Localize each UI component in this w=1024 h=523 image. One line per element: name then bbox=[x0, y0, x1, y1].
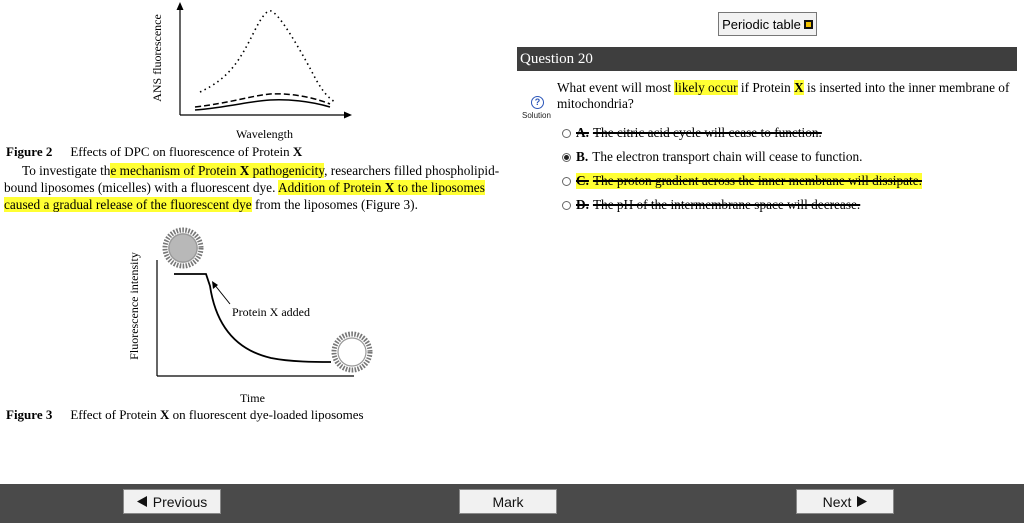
radio-button-selected[interactable] bbox=[562, 153, 571, 162]
radio-button[interactable] bbox=[562, 177, 571, 186]
triangle-right-icon bbox=[857, 496, 867, 507]
next-button[interactable] bbox=[796, 489, 894, 514]
liposome-empty-icon bbox=[334, 334, 370, 370]
fig3-x-axis-label: Time bbox=[240, 391, 265, 405]
periodic-table-button[interactable] bbox=[718, 12, 817, 36]
highlighted-text: to the liposomes caused a gradual release of the fluorescent dye bbox=[4, 180, 485, 212]
figure-2-caption-bold: X bbox=[292, 144, 303, 159]
next-label: Next bbox=[822, 493, 852, 510]
bottom-navigation-bar bbox=[0, 484, 1024, 523]
figure-3-caption-bold: X bbox=[160, 407, 170, 422]
question-text: is inserted into the inner membrane of mitochondria? bbox=[557, 80, 1010, 111]
fig2-x-arrowhead bbox=[344, 112, 352, 119]
choice-text: The electron transport chain will cease to function. bbox=[592, 149, 863, 164]
passage-text: To investigate th bbox=[22, 163, 111, 178]
highlighted-bold-text: X bbox=[794, 80, 804, 95]
fig3-y-axis-label: Fluorescence intensity bbox=[127, 252, 141, 360]
liposome-filled-icon bbox=[165, 230, 201, 266]
figure-3-caption-text-end: on fluorescent dye-loaded liposomes bbox=[169, 407, 364, 422]
periodic-table-icon bbox=[804, 20, 813, 29]
figure-2-number: Figure 2 bbox=[6, 144, 53, 159]
question-header: Question 20 bbox=[517, 47, 1017, 71]
fig2-dotted-curve bbox=[200, 11, 335, 102]
periodic-table-label: Periodic table bbox=[722, 16, 801, 32]
figure-3-chart bbox=[126, 226, 388, 406]
fig2-x-axis-label: Wavelength bbox=[236, 127, 294, 141]
solution-help-icon[interactable]: ? bbox=[531, 96, 544, 109]
previous-button[interactable] bbox=[123, 489, 221, 514]
choice-letter: A. bbox=[576, 125, 589, 140]
figure-3-caption bbox=[6, 407, 364, 423]
passage-text: from the liposomes (Figure 3). bbox=[251, 197, 418, 212]
highlighted-text: e mechanism of Protein bbox=[110, 163, 240, 178]
radio-button[interactable] bbox=[562, 201, 571, 210]
answer-choice-d[interactable] bbox=[562, 196, 860, 214]
passage-paragraph[interactable] bbox=[4, 162, 504, 213]
highlighted-bold-text: X bbox=[384, 180, 395, 195]
figure-3-number: Figure 3 bbox=[6, 407, 53, 422]
choice-letter: D. bbox=[576, 197, 589, 212]
fig3-annotation-arrow bbox=[214, 284, 230, 304]
fig2-y-axis-label: ANS fluorescence bbox=[150, 14, 164, 102]
solution-label[interactable]: Solution bbox=[522, 111, 551, 120]
choice-letter: C. bbox=[576, 173, 589, 188]
passage-text: , researchers filled phospholipid-bound liposomes (micelles) with a fluorescent dye. bbox=[4, 163, 500, 195]
highlighted-text: pathogenicity bbox=[249, 163, 325, 178]
answer-choice-a[interactable] bbox=[562, 124, 822, 142]
answer-choice-b[interactable] bbox=[562, 148, 862, 166]
highlighted-text: likely occur bbox=[674, 80, 738, 95]
triangle-left-icon bbox=[137, 496, 147, 507]
fig3-annotation: Protein X added bbox=[232, 305, 310, 319]
mark-label: Mark bbox=[492, 493, 524, 510]
highlighted-bold-text: X bbox=[239, 163, 250, 178]
figure-3-caption-text: Effect of Protein bbox=[70, 407, 160, 422]
figure-2-caption-text: Effects of DPC on fluorescence of Protein bbox=[70, 144, 293, 159]
question-stem bbox=[557, 80, 1017, 112]
choice-text: The citric acid cycle will cease to function. bbox=[592, 125, 822, 140]
highlighted-text: Addition of Protein bbox=[278, 180, 385, 195]
previous-label: Previous bbox=[152, 493, 208, 510]
choice-text: The proton gradient across the inner membrane will dissipate. bbox=[592, 173, 922, 188]
mark-button[interactable] bbox=[459, 489, 557, 514]
question-text: if Protein bbox=[737, 80, 795, 95]
choice-text: The pH of the intermembrane space will decrease. bbox=[592, 197, 861, 212]
choice-letter: B. bbox=[576, 149, 589, 164]
question-text: What event will most bbox=[557, 80, 675, 95]
fig2-y-arrowhead bbox=[177, 2, 184, 10]
radio-button[interactable] bbox=[562, 129, 571, 138]
answer-choice-c[interactable] bbox=[562, 172, 922, 190]
figure-2-chart bbox=[135, 0, 365, 128]
figure-2-caption bbox=[6, 144, 302, 160]
